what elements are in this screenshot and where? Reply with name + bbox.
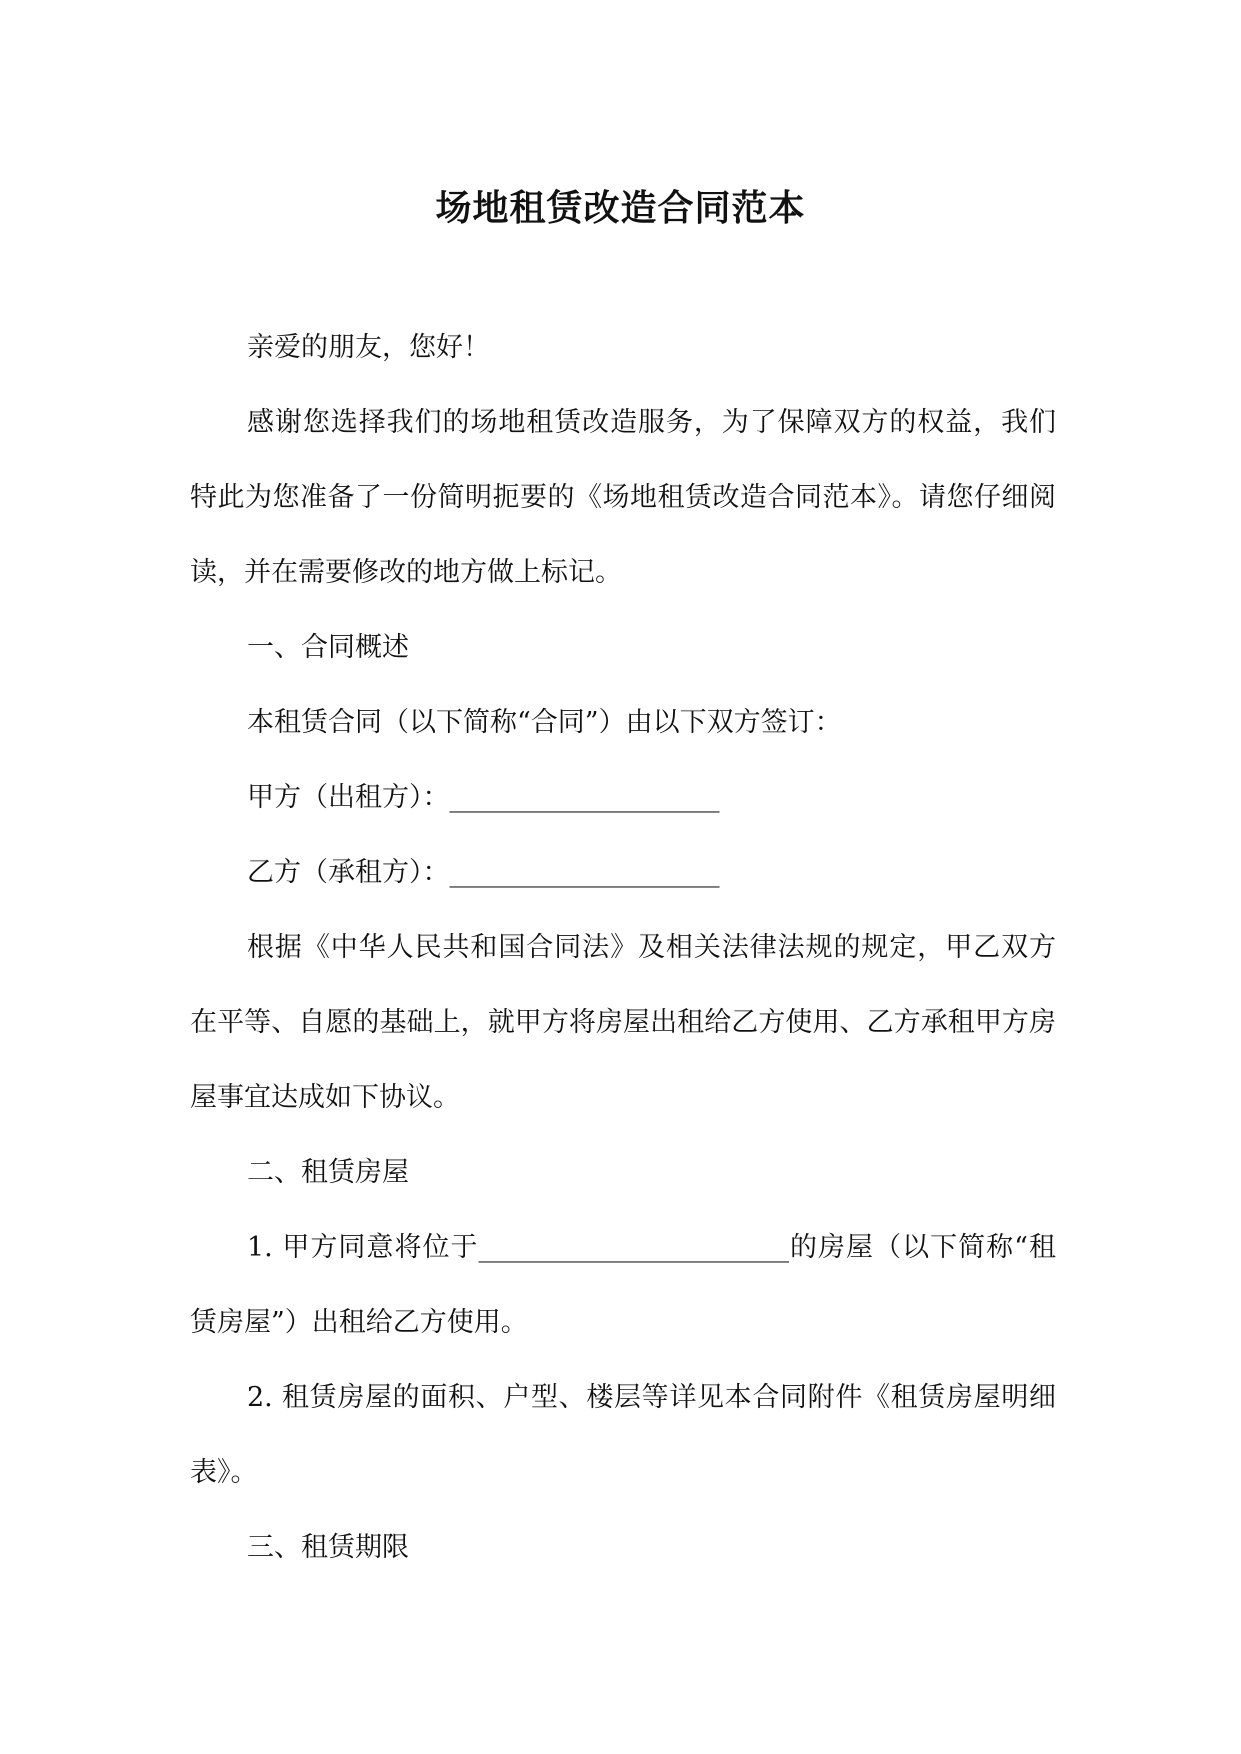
greeting-paragraph: 亲爱的朋友，您好！ <box>247 332 490 363</box>
document-title: 场地租赁改造合同范本 <box>435 187 806 229</box>
party-b-line: 乙方（承租方）：____________________ <box>247 857 720 888</box>
legal-basis-paragraph: 根据《中华人民共和国合同法》及相关法律法规的规定，甲乙双方在平等、自愿的基础上，就甲方将房屋出租给乙方使用、乙方承租甲方房屋事宜达成如下协议。 <box>190 932 1056 1113</box>
premises-clause-1: 1. 甲方同意将位于_______________________的房屋（以下简称“租赁房屋”）出租给乙方使用。 <box>190 1232 1056 1338</box>
section-heading-overview: 一、合同概述 <box>247 632 409 663</box>
intro-paragraph: 感谢您选择我们的场地租赁改造服务，为了保障双方的权益，我们特此为您准备了一份简明扼要的《场地租赁改造合同范本》。请您仔细阅读，并在需要修改的地方做上标记。 <box>190 407 1056 588</box>
section-heading-term: 三、租赁期限 <box>247 1532 409 1563</box>
section-heading-premises: 二、租赁房屋 <box>247 1157 409 1188</box>
parties-intro-paragraph: 本租赁合同（以下简称“合同”）由以下双方签订： <box>247 707 842 738</box>
document-body <box>190 310 1056 1585</box>
premises-clause-2: 2. 租赁房屋的面积、户型、楼层等详见本合同附件《租赁房屋明细表》。 <box>190 1382 1056 1488</box>
party-a-line: 甲方（出租方）：____________________ <box>247 782 720 813</box>
